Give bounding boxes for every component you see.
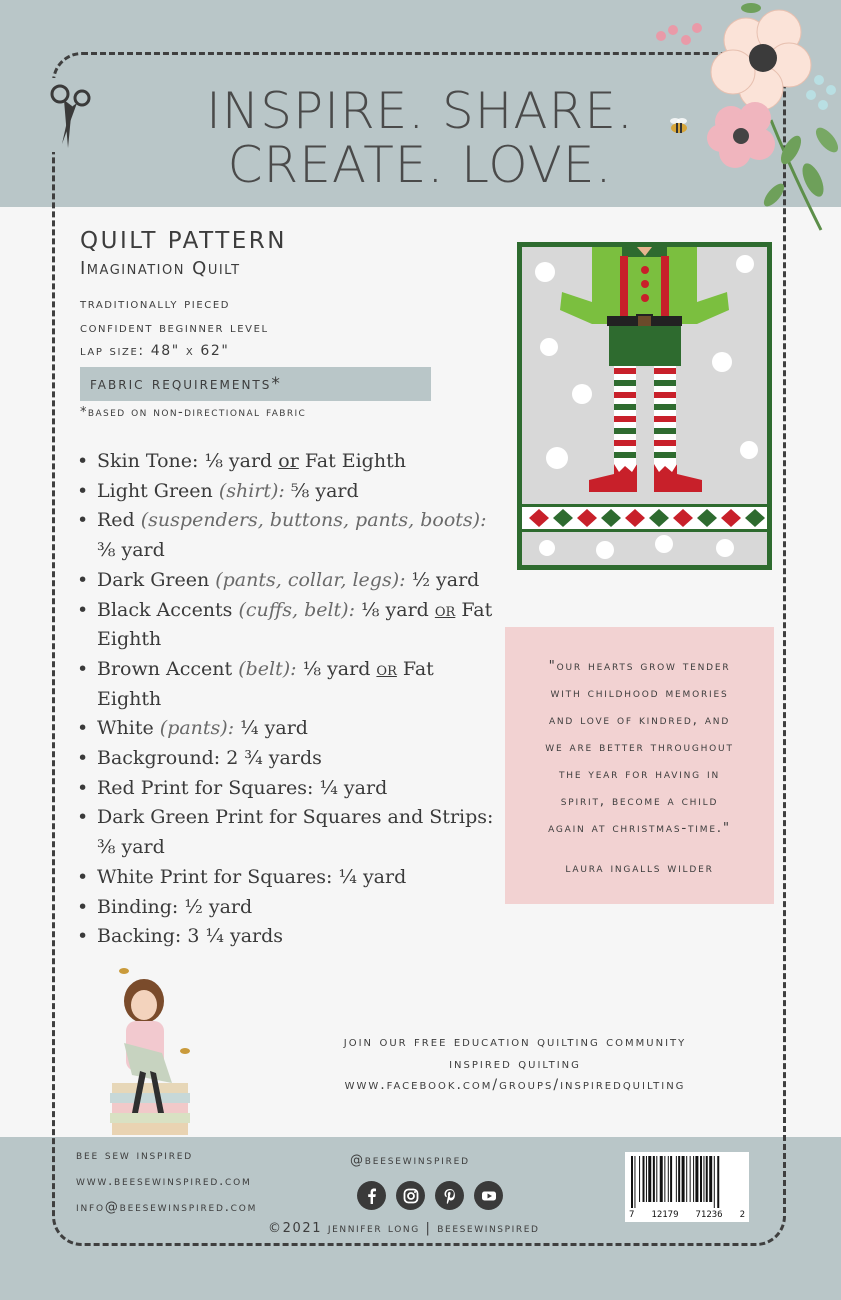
- fabric-item-label: Red Print for Squares:: [97, 776, 314, 799]
- community-invite: [290, 1032, 740, 1097]
- quote-line: again at christmas-time.": [548, 820, 731, 836]
- fabric-item-label: Backing:: [97, 925, 182, 948]
- fabric-item-or: or: [434, 598, 456, 621]
- scissors-icon: [46, 78, 98, 152]
- barcode-digit-group: 12179: [651, 1210, 679, 1220]
- fabric-item-amount: 3 ¼ yards: [187, 925, 284, 948]
- fabric-item-amount: ⅝ yard: [290, 479, 359, 502]
- fabric-item-alt: Fat Eighth: [304, 450, 406, 472]
- barcode-digit-group: 71236: [695, 1210, 723, 1220]
- fabric-item: [77, 744, 497, 774]
- fabric-item: [77, 566, 497, 596]
- fabric-item: [77, 863, 497, 893]
- youtube-icon[interactable]: [474, 1181, 503, 1210]
- fabric-requirements-list: [77, 447, 497, 952]
- slogan: [150, 84, 690, 192]
- fabric-item-amount: ⅜ yard: [97, 539, 165, 562]
- barcode-bar: [653, 1156, 655, 1202]
- community-url[interactable]: www.facebook.com/groups/inspiredquilting: [344, 1077, 686, 1093]
- barcode-bar: [660, 1156, 663, 1202]
- fabric-item-amount: ⅛ yard: [204, 450, 273, 472]
- fabric-item-label: Skin Tone:: [97, 450, 199, 472]
- fabric-item: [77, 893, 497, 923]
- fabric-item: [77, 774, 497, 804]
- fabric-item-desc: (pants, collar, legs):: [215, 568, 406, 591]
- quote-line: "our hearts grow tender: [548, 658, 731, 674]
- quilter-illustration: [102, 963, 202, 1138]
- barcode-bar: [678, 1156, 680, 1202]
- email-link[interactable]: info@beesewinspired.com: [76, 1200, 258, 1215]
- social-handle: @beesewinspired: [350, 1153, 470, 1168]
- fabric-item-label: Dark Green: [97, 568, 210, 591]
- fabric-item-amount: 2 ¾ yards: [226, 747, 322, 770]
- fabric-item-amount: ⅛ yard: [302, 657, 371, 680]
- barcode-bar: [709, 1156, 712, 1202]
- fabric-item-amount: ¼ yard: [319, 776, 388, 799]
- quote-box: [505, 627, 774, 904]
- footer-contact: [76, 1143, 257, 1221]
- barcode-bar: [717, 1156, 719, 1208]
- barcode-bar: [646, 1156, 647, 1202]
- fabric-item-label: Black Accents: [97, 598, 233, 621]
- quote-line: the year for having in: [558, 766, 721, 782]
- quote-text: [519, 653, 760, 842]
- barcode-bar: [639, 1156, 640, 1202]
- barcode-bar: [706, 1156, 708, 1202]
- fabric-item-desc: (cuffs, belt):: [238, 598, 355, 621]
- barcode-bar: [682, 1156, 685, 1202]
- fabric-item-amount: ½ yard: [411, 568, 480, 591]
- quote-line: we are better throughout: [545, 739, 734, 755]
- fabric-item-desc: (shirt):: [218, 479, 285, 502]
- barcode-bar: [631, 1156, 633, 1208]
- barcode-digit-group: 7: [629, 1210, 635, 1220]
- pinterest-icon[interactable]: [435, 1181, 464, 1210]
- fabric-item: [77, 714, 497, 744]
- fabric-item-desc: (belt):: [238, 657, 297, 680]
- fabric-item-amount: ¼ yard: [240, 717, 308, 740]
- quote-line: spirit, become a child: [560, 793, 719, 809]
- pattern-title: QUILT PATTERN: [80, 228, 287, 254]
- quote-author: laura ingalls wilder: [565, 860, 714, 876]
- social-icons: [357, 1181, 503, 1210]
- fabric-item-amount: ⅜ yard: [97, 836, 165, 859]
- fabric-item: [77, 596, 497, 655]
- fabric-item-label: Light Green: [97, 479, 213, 502]
- quote-line: with childhood memories: [550, 685, 729, 701]
- fabric-item-label: Red: [97, 509, 135, 532]
- fabric-item-label: Brown Accent: [97, 657, 233, 680]
- fabric-item: [77, 803, 497, 862]
- fabric-item-amount: ⅛ yard: [361, 598, 429, 621]
- fabric-item-amount: ½ yard: [184, 895, 253, 918]
- instagram-icon[interactable]: [396, 1181, 425, 1210]
- barcode-bar: [656, 1156, 657, 1202]
- website-link[interactable]: www.beesewinspired.com: [76, 1174, 252, 1189]
- fabric-item: [77, 447, 497, 477]
- barcode-bar: [676, 1156, 677, 1202]
- barcode-digits: [625, 1210, 749, 1220]
- barcode-bar: [690, 1156, 691, 1202]
- barcode-bar: [695, 1156, 698, 1202]
- barcode-bar: [703, 1156, 704, 1202]
- fabric-item-label: Binding:: [97, 895, 179, 918]
- barcode-bar: [686, 1156, 687, 1202]
- fabric-requirements-heading: fabric requirements*: [80, 367, 431, 401]
- barcode-bar: [664, 1156, 665, 1202]
- barcode-bar: [700, 1156, 702, 1202]
- fabric-item: [77, 922, 497, 952]
- slogan-line-2: CREATE. LOVE.: [227, 136, 613, 194]
- detail-level: confident beginner level: [80, 319, 269, 336]
- barcode-bar: [634, 1156, 635, 1208]
- fabric-item-label: White: [97, 717, 154, 740]
- barcode-bar: [714, 1156, 715, 1208]
- fabric-item-amount: ¼ yard: [338, 865, 407, 888]
- elf-quilt-illustration: [517, 242, 772, 570]
- fabric-item-label: White Print for Squares:: [97, 865, 333, 888]
- barcode-bar: [643, 1156, 645, 1202]
- fabric-item-alt: Fat Eighth: [97, 598, 493, 651]
- community-line-2: inspired quilting: [449, 1055, 581, 1072]
- barcode-bar: [693, 1156, 694, 1202]
- barcode-bar: [668, 1156, 669, 1202]
- brand-name: bee sew inspired: [76, 1148, 193, 1163]
- fabric-item-desc: (pants):: [159, 717, 235, 740]
- fabric-item-desc: (suspenders, buttons, pants, boots):: [140, 509, 487, 532]
- fabric-item-or: or: [376, 657, 397, 680]
- fabric-note: *based on non-directional fabric: [80, 405, 307, 420]
- fabric-item-or: or: [278, 450, 299, 472]
- fabric-item-alt: Fat Eighth: [97, 657, 434, 710]
- barcode-bar: [670, 1156, 672, 1202]
- fabric-item: [77, 506, 497, 565]
- fabric-item: [77, 477, 497, 507]
- detail-size: lap size: 48" x 62": [80, 343, 230, 359]
- fabric-item: [77, 655, 497, 714]
- community-line-1: join our free education quilting community: [343, 1034, 687, 1050]
- fabric-item-label: Dark Green Print for Squares and Strips:: [97, 806, 494, 829]
- quote-line: and love of kindred, and: [548, 712, 731, 728]
- slogan-line-1: INSPIRE. SHARE.: [206, 82, 634, 140]
- facebook-icon[interactable]: [357, 1181, 386, 1210]
- copyright: ©2021 jennifer long | beesewinspired: [268, 1221, 540, 1236]
- barcode-bars: [630, 1156, 744, 1208]
- barcode: [625, 1152, 749, 1222]
- barcode-bar: [648, 1156, 651, 1202]
- pattern-details: [80, 293, 269, 364]
- barcode-digit-group: 2: [739, 1210, 745, 1220]
- pattern-name: Imagination Quilt: [80, 258, 241, 279]
- fabric-item-label: Background:: [97, 747, 221, 770]
- detail-piecing: traditionally pieced: [80, 296, 231, 312]
